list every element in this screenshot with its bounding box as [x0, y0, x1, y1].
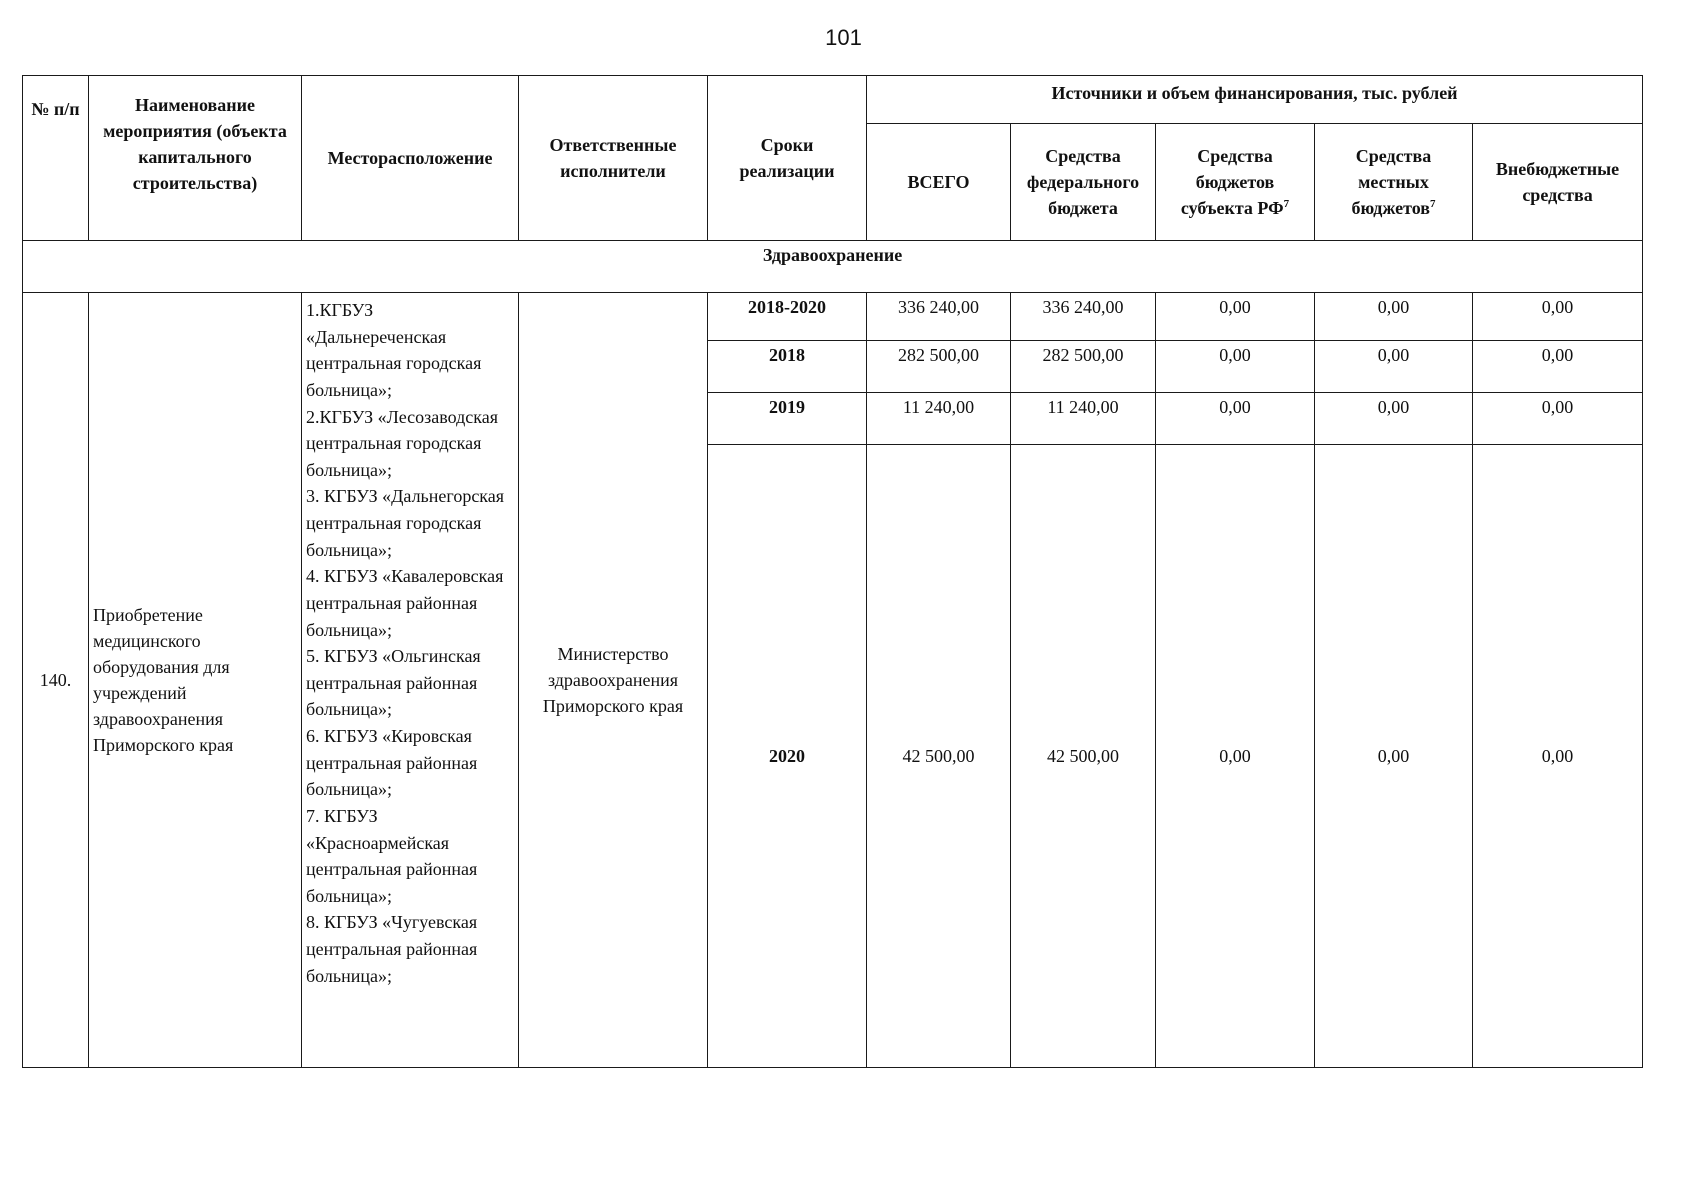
header-extra: Внебюджетные средства [1473, 124, 1643, 241]
period-subject: 0,00 [1156, 341, 1315, 393]
location-item: 8. КГБУЗ «Чугуевская центральная районная больница»; [306, 912, 478, 986]
header-name: Наименование мероприятия (объекта капитального строительства) [89, 76, 302, 241]
header-subject [1156, 124, 1315, 241]
location-item: 5. КГБУЗ «Ольгинская центральная районная больница»; [306, 646, 481, 720]
period-local: 0,00 [1315, 341, 1473, 393]
period-local: 0,00 [1315, 445, 1473, 1068]
period-extra: 0,00 [1473, 393, 1643, 445]
period-year: 2018-2020 [708, 293, 867, 341]
period-extra: 0,00 [1473, 293, 1643, 341]
period-total: 42 500,00 [867, 445, 1011, 1068]
period-total: 11 240,00 [867, 393, 1011, 445]
header-num: № п/п [23, 76, 89, 241]
section-row [23, 241, 1643, 293]
period-total: 336 240,00 [867, 293, 1011, 341]
location-item: 2.КГБУЗ «Лесозаводская центральная городская больница»; [306, 406, 498, 480]
period-extra: 0,00 [1473, 341, 1643, 393]
period-local: 0,00 [1315, 293, 1473, 341]
location-item: 3. КГБУЗ «Дальнегорская центральная городская больница»; [306, 486, 505, 560]
header-total: ВСЕГО [867, 124, 1011, 241]
period-year: 2018 [708, 341, 867, 393]
period-federal: 336 240,00 [1011, 293, 1156, 341]
header-subject-text: Средства бюджетов субъекта РФ [1180, 145, 1284, 219]
location-item: 6. КГБУЗ «Кировская центральная районная больница»; [306, 726, 478, 800]
header-federal: Средства федерального бюджета [1011, 124, 1156, 241]
header-local [1315, 124, 1473, 241]
header-period: Сроки реализации [708, 76, 867, 241]
header-row-top [23, 76, 1643, 124]
period-extra: 0,00 [1473, 445, 1643, 1068]
period-year: 2019 [708, 393, 867, 445]
period-federal: 42 500,00 [1011, 445, 1156, 1068]
header-local-text: Средства местных бюджетов [1351, 145, 1432, 219]
row-name: Приобретение медицинского оборудования для учреждений здравоохранения Приморского края [89, 293, 302, 1068]
header-location: Месторасположение [302, 76, 519, 241]
period-subject: 0,00 [1156, 293, 1315, 341]
period-year: 2020 [708, 445, 867, 1068]
period-total: 282 500,00 [867, 341, 1011, 393]
row-number: 140. [23, 293, 89, 1068]
period-subject: 0,00 [1156, 393, 1315, 445]
location-item: 7. КГБУЗ «Красноармейская центральная районная больница»; [306, 805, 478, 906]
period-federal: 282 500,00 [1011, 341, 1156, 393]
header-local-footnote: 7 [1430, 198, 1436, 211]
row-locations [302, 293, 519, 1068]
location-item: 1.КГБУЗ «Дальнереченская центральная городская больница»; [306, 300, 482, 400]
period-local: 0,00 [1315, 393, 1473, 445]
header-sources: Источники и объем финансирования, тыс. рублей [867, 76, 1643, 124]
row-executor: Министерство здравоохранения Приморского края [519, 293, 708, 1068]
header-subject-footnote: 7 [1283, 198, 1290, 211]
period-federal: 11 240,00 [1011, 393, 1156, 445]
location-item: 4. КГБУЗ «Кавалеровская центральная районная больница»; [306, 566, 504, 640]
financing-table [22, 75, 1643, 1068]
section-title: Здравоохранение [23, 241, 1643, 293]
period-row [23, 293, 1643, 341]
page-number: 101 [825, 25, 862, 50]
header-executors: Ответственные исполнители [519, 76, 708, 241]
period-subject: 0,00 [1156, 445, 1315, 1068]
